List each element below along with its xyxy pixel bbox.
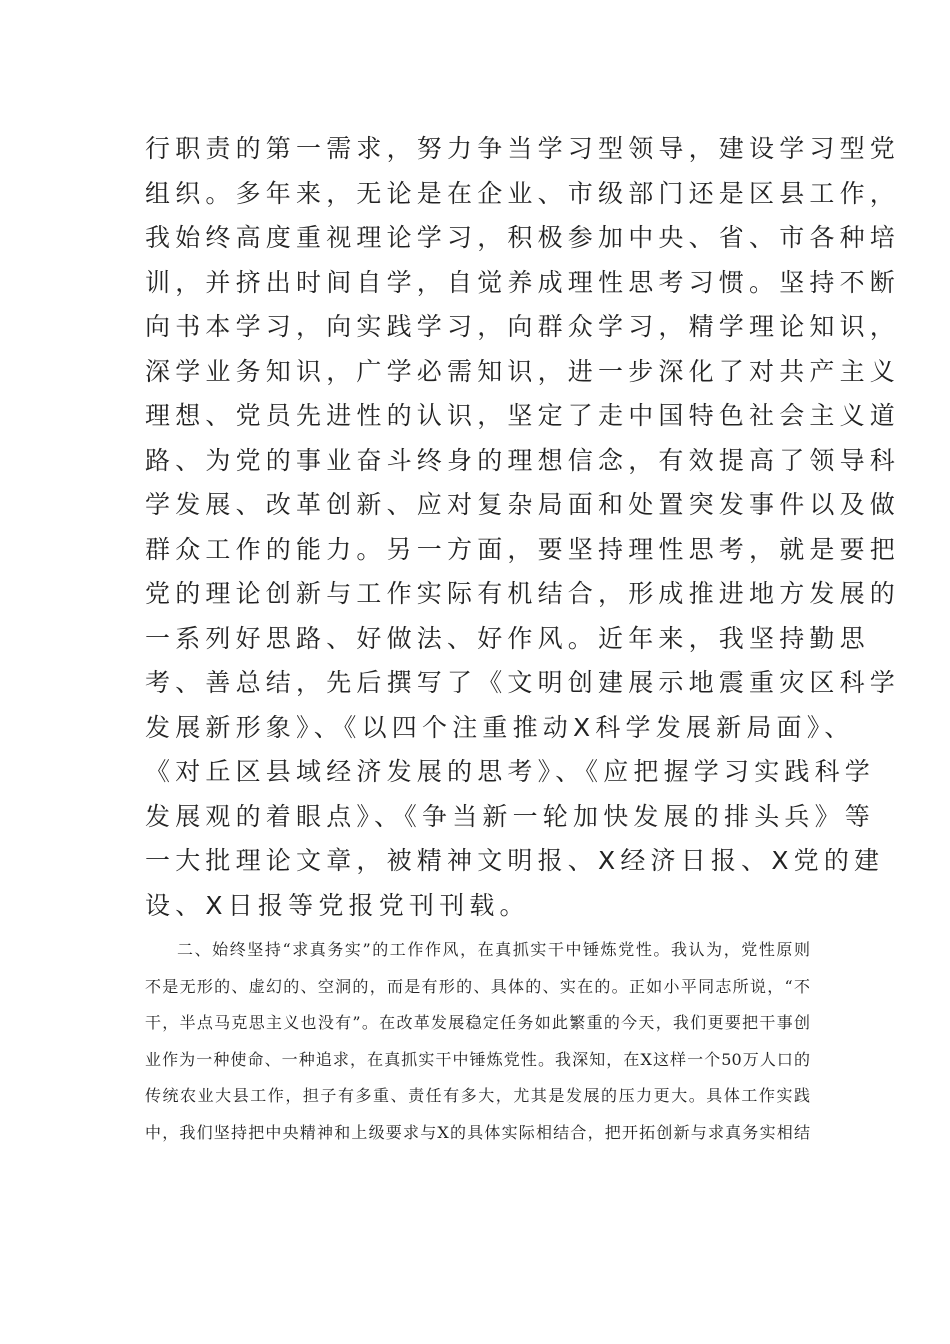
text-line: 党的理论创新与工作实际有机结合，形成推进地方发展的 [145,579,901,608]
text-line: 二、始终坚持“求真务实”的工作作风，在真抓实干中锤炼党性。我认为，党性原则 [177,940,810,959]
text-line: 组织。多年来，无论是在企业、市级部门还是区县工作， [145,178,901,208]
text-line: 群众工作的能力。另一方面，要坚持理性思考，就是要把 [145,534,901,564]
text-line: 一大批理论文章，被精神文明报、X经济日报、X党的建 [145,846,885,875]
text-line: 理想、党员先进性的认识，坚定了走中国特色社会主义道 [145,401,901,430]
text-line: 训，并挤出时间自学，自觉养成理性思考习惯。坚持不断 [145,267,901,297]
text-line: 路、为党的事业奋斗终身的理想信念，有效提高了领导科 [145,445,901,475]
text-line: 向书本学习，向实践学习，向群众学习，精学理论知识， [145,312,901,341]
text-line: 传统农业大县工作，担子有多重、责任有多大，尤其是发展的压力更大。具体工作实践 [145,1086,810,1106]
text-line: 中，我们坚持把中央精神和上级要求与X的具体实际相结合，把开拓创新与求真务实相结 [145,1122,810,1142]
text-line: 考、善总结，先后撰写了《文明创建展示地震重灾区科学 [145,668,901,697]
paragraph-small-text [145,932,810,1152]
text-line: 不是无形的、虚幻的、空洞的，而是有形的、具体的、实在的。正如小平同志所说，“不 [145,976,810,996]
text-line: 一系列好思路、好做法、好作风。近年来，我坚持勤思 [145,623,870,653]
text-line: 设、X日报等党报党刊刊载。 [145,890,530,920]
text-line: 我始终高度重视理论学习，积极参加中央、省、市各种培 [145,223,901,252]
text-line: 发展观的着眼点》、《争当新一轮加快发展的排头兵》等 [145,801,876,831]
text-line: 深学业务知识，广学必需知识，进一步深化了对共产主义 [145,356,901,386]
text-line: 干，半点马克思主义也没有”。在改革发展稳定任务如此繁重的今天，我们更要把干事创 [145,1013,810,1033]
text-line: 《对丘区县域经济发展的思考》、《应把握学习实践科学 [145,757,876,786]
paragraph-large-text [145,127,901,928]
text-line: 发展新形象》、《以四个注重推动X科学发展新局面》、 [145,712,855,742]
text-line: 学发展、改革创新、应对复杂局面和处置突发事件以及做 [145,490,901,519]
text-line: 行职责的第一需求，努力争当学习型领导，建设学习型党 [145,134,901,163]
text-line: 业作为一种使命、一种追求，在真抓实干中锤炼党性。我深知，在X这样一个50万人口的 [145,1049,810,1069]
